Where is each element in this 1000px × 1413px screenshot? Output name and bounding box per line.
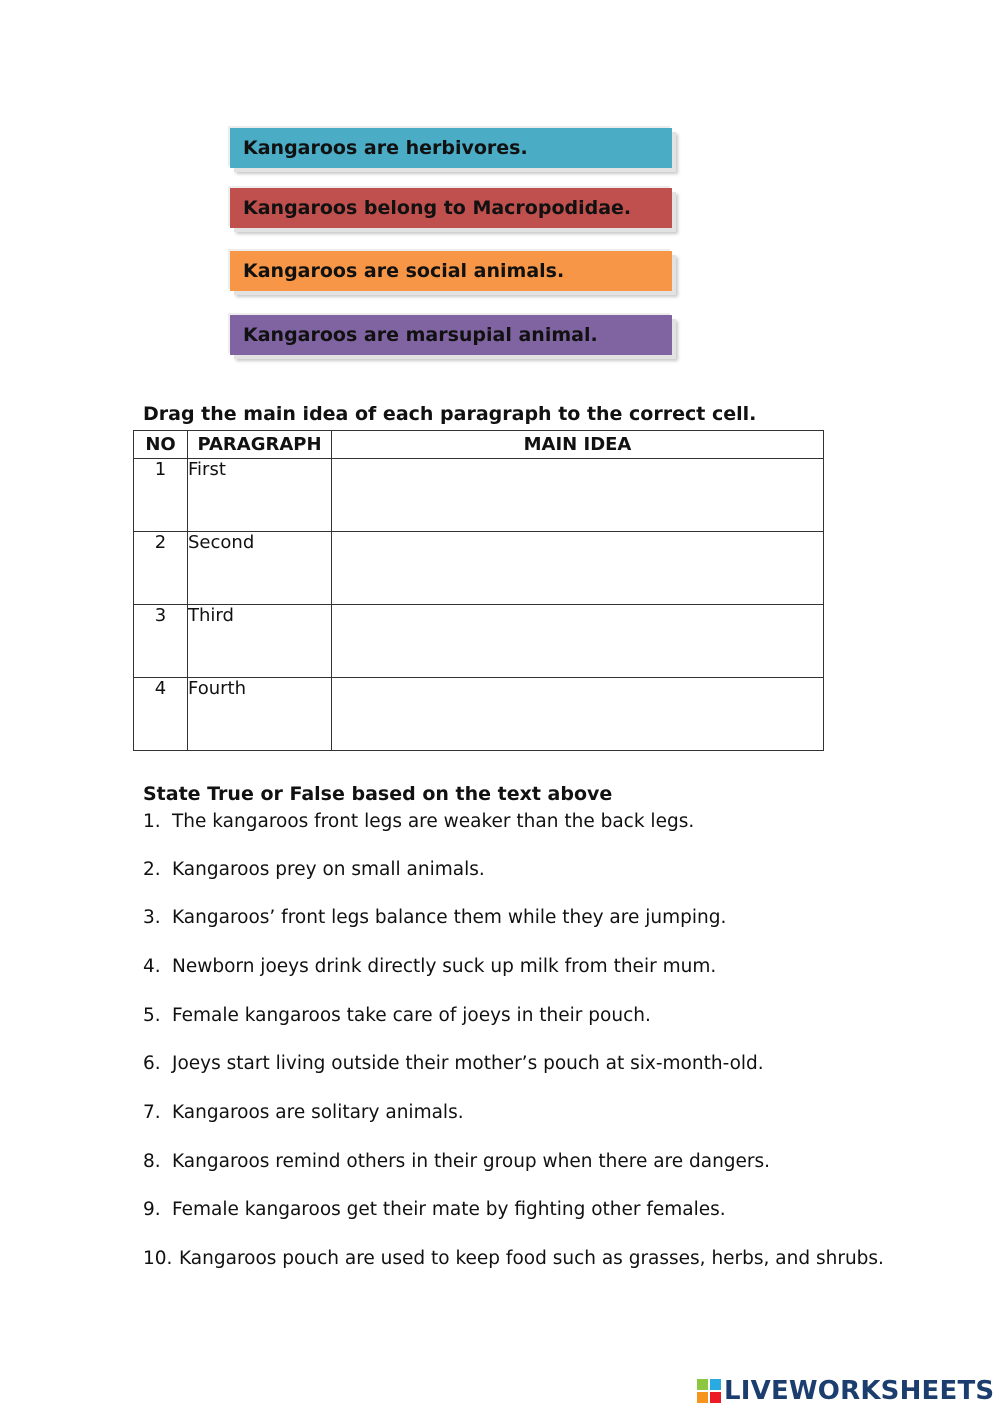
statement-text: Newborn joeys drink directly suck up milk from their mum. xyxy=(172,956,717,977)
table-row xyxy=(134,605,824,678)
header-paragraph: PARAGRAPH xyxy=(188,431,332,459)
statement-number: 9. xyxy=(143,1199,161,1220)
statement-5 xyxy=(143,1005,651,1026)
statement-number: 1. xyxy=(143,811,161,832)
statement-1 xyxy=(143,811,694,832)
card-marsupial[interactable]: Kangaroos are marsupial animal. xyxy=(230,315,672,355)
logo-text: LIVEWORKSHEETS xyxy=(724,1376,995,1406)
card-herbivores[interactable]: Kangaroos are herbivores. xyxy=(230,128,672,168)
statement-9 xyxy=(143,1199,726,1220)
row-paragraph: Third xyxy=(188,605,332,678)
statement-number: 5. xyxy=(143,1005,161,1026)
row-paragraph: First xyxy=(188,459,332,532)
main-idea-table xyxy=(133,430,824,751)
row-number: 1 xyxy=(134,459,188,532)
row-paragraph: Fourth xyxy=(188,678,332,751)
statement-text: Kangaroos remind others in their group when there are dangers. xyxy=(172,1151,771,1172)
true-false-heading: State True or False based on the text above xyxy=(143,783,613,805)
statement-3 xyxy=(143,907,726,928)
statement-10 xyxy=(143,1248,884,1269)
logo-square xyxy=(710,1379,721,1390)
logo-mark-icon xyxy=(697,1379,721,1403)
statement-8 xyxy=(143,1151,770,1172)
statement-number: 2. xyxy=(143,859,161,880)
main-idea-drop-cell-1[interactable] xyxy=(332,459,824,532)
card-social-animals[interactable]: Kangaroos are social animals. xyxy=(230,251,672,291)
drag-instruction: Drag the main idea of each paragraph to the correct cell. xyxy=(143,403,757,425)
row-number: 2 xyxy=(134,532,188,605)
statement-number: 8. xyxy=(143,1151,161,1172)
liveworksheets-logo xyxy=(697,1376,994,1406)
main-idea-drop-cell-2[interactable] xyxy=(332,532,824,605)
logo-square xyxy=(697,1379,708,1390)
statement-text: Kangaroos’ front legs balance them while they are jumping. xyxy=(172,907,727,928)
statement-text: Kangaroos are solitary animals. xyxy=(172,1102,464,1123)
header-main-idea: MAIN IDEA xyxy=(332,431,824,459)
main-idea-drop-cell-4[interactable] xyxy=(332,678,824,751)
header-no: NO xyxy=(134,431,188,459)
statement-number: 7. xyxy=(143,1102,161,1123)
statement-text: Joeys start living outside their mother’s pouch at six-month-old. xyxy=(172,1053,764,1074)
statement-4 xyxy=(143,956,716,977)
logo-square xyxy=(710,1392,721,1403)
statement-text: Female kangaroos take care of joeys in their pouch. xyxy=(172,1005,651,1026)
statement-text: Female kangaroos get their mate by fighting other females. xyxy=(172,1199,726,1220)
statement-text: Kangaroos pouch are used to keep food such as grasses, herbs, and shrubs. xyxy=(179,1248,884,1269)
row-paragraph: Second xyxy=(188,532,332,605)
table-row xyxy=(134,459,824,532)
row-number: 4 xyxy=(134,678,188,751)
statement-number: 3. xyxy=(143,907,161,928)
statement-text: Kangaroos prey on small animals. xyxy=(172,859,485,880)
logo-square xyxy=(697,1392,708,1403)
table-header-row xyxy=(134,431,824,459)
statement-7 xyxy=(143,1102,464,1123)
statement-text: The kangaroos front legs are weaker than the back legs. xyxy=(172,811,695,832)
table-row xyxy=(134,678,824,751)
statement-number: 4. xyxy=(143,956,161,977)
statement-6 xyxy=(143,1053,764,1074)
statement-number: 6. xyxy=(143,1053,161,1074)
statement-number: 10. xyxy=(143,1248,173,1269)
statement-2 xyxy=(143,859,485,880)
main-idea-drop-cell-3[interactable] xyxy=(332,605,824,678)
row-number: 3 xyxy=(134,605,188,678)
card-macropodidae[interactable]: Kangaroos belong to Macropodidae. xyxy=(230,188,672,228)
table-row xyxy=(134,532,824,605)
